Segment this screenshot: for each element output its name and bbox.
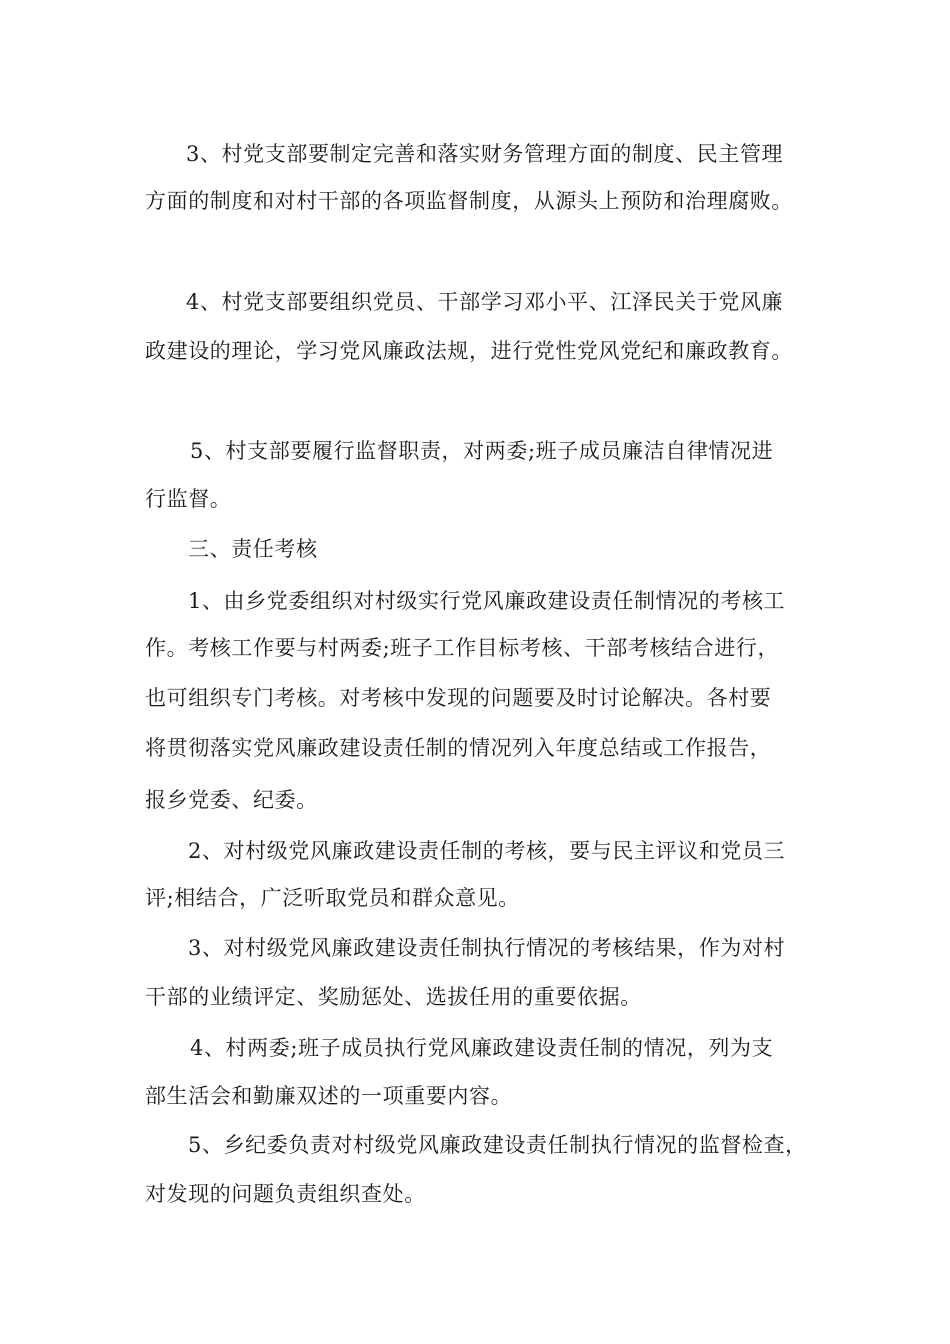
section-heading: 三、责任考核	[188, 537, 318, 561]
assessment-3-line-2: 干部的业绩评定、奖励惩处、选拔任用的重要依据。	[145, 985, 642, 1009]
assessment-5-line-1: 5、乡纪委负责对村级党风廉政建设责任制执行情况的监督检查，	[188, 1133, 807, 1157]
assessment-1-line-1: 1、由乡党委组织对村级实行党风廉政建设责任制情况的考核工	[188, 589, 786, 613]
paragraph-3-line-2: 方面的制度和对村干部的各项监督制度，从源头上预防和治理腐败。	[145, 189, 793, 213]
paragraph-4-line-2: 政建设的理论，学习党风廉政法规，进行党性党风党纪和廉政教育。	[145, 339, 793, 363]
paragraph-4-line-1: 4、村党支部要组织党员、干部学习邓小平、江泽民关于党风廉	[186, 290, 784, 314]
paragraph-5-line-1: 5、村支部要履行监督职责，对两委;班子成员廉洁自律情况进	[190, 439, 774, 463]
assessment-4-line-1: 4、村两委;班子成员执行党风廉政建设责任制的情况，列为支	[190, 1036, 774, 1060]
assessment-2-line-1: 2、对村级党风廉政建设责任制的考核，要与民主评议和党员三	[188, 839, 786, 863]
assessment-2-line-2: 评;相结合，广泛听取党员和群众意见。	[145, 886, 520, 910]
assessment-1-line-5: 报乡党委、纪委。	[145, 788, 318, 812]
assessment-3-line-1: 3、对村级党风廉政建设责任制执行情况的考核结果，作为对村	[188, 936, 786, 960]
assessment-4-line-2: 部生活会和勤廉双述的一项重要内容。	[145, 1084, 513, 1108]
assessment-1-line-4: 将贯彻落实党风廉政建设责任制的情况列入年度总结或工作报告，	[145, 736, 772, 760]
paragraph-3-line-1: 3、村党支部要制定完善和落实财务管理方面的制度、民主管理	[186, 142, 784, 166]
assessment-1-line-3: 也可组织专门考核。对考核中发现的问题要及时讨论解决。各村要	[145, 686, 772, 710]
paragraph-5-line-2: 行监督。	[145, 487, 232, 511]
assessment-5-line-2: 对发现的问题负责组织查处。	[145, 1182, 426, 1206]
assessment-1-line-2: 作。考核工作要与村两委;班子工作目标考核、干部考核结合进行，	[145, 636, 780, 660]
